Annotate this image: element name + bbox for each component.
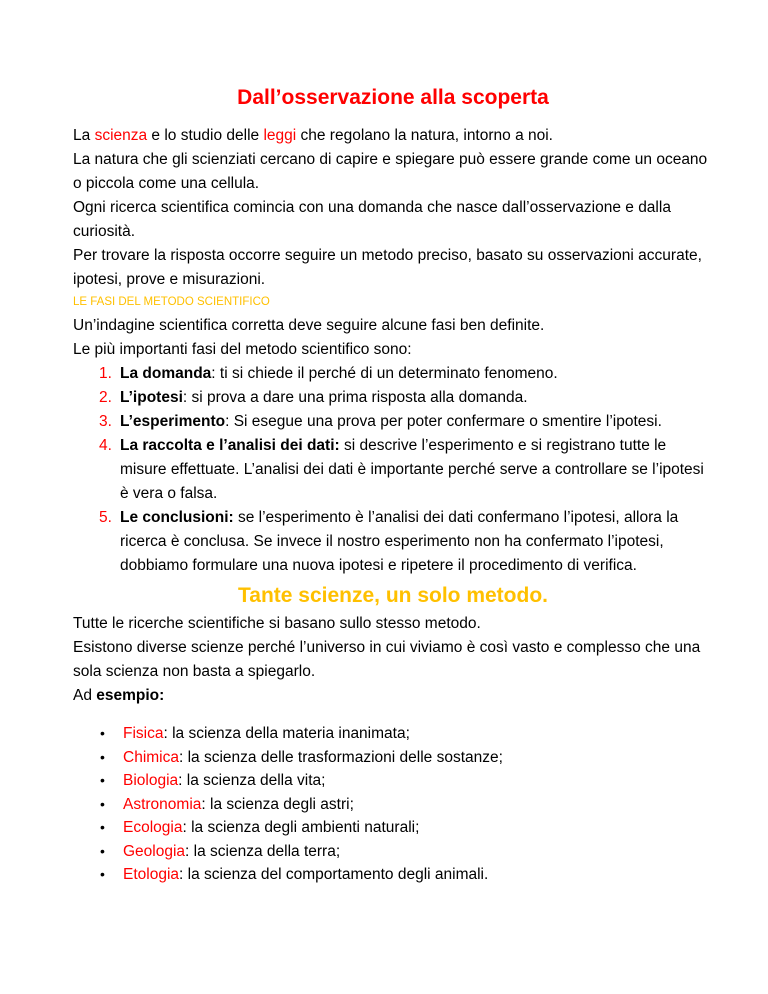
intro-text: che regolano la natura, intorno a noi.: [296, 127, 553, 144]
science-item: [73, 722, 713, 746]
sciences-line-3: [73, 684, 713, 708]
document-title: Dall’osservazione alla scoperta: [237, 86, 549, 109]
method-step: [73, 386, 713, 410]
science-name: Etologia: [123, 866, 180, 883]
bullet-icon: •: [100, 842, 105, 859]
science-item: [73, 863, 713, 887]
keyword-scienza: scienza: [94, 127, 148, 144]
sciences-line-2: Esistono diverse scienze perché l’universo in cui viviamo è così vasto e complesso che una sola scienza non basta a spiegarlo.: [73, 639, 701, 680]
step-number: 4.: [99, 437, 112, 454]
science-name: Fisica: [123, 725, 164, 742]
step-term: La domanda: [120, 365, 212, 382]
bullet-icon: •: [100, 866, 105, 882]
intro-text: La: [73, 127, 95, 144]
science-name: Chimica: [123, 748, 179, 766]
example-prefix: Ad: [73, 687, 97, 704]
science-desc: : la scienza degli ambienti naturali;: [182, 819, 420, 836]
step-text: : ti si chiede il perché di un determinato fenomeno.: [211, 365, 558, 382]
bullet-icon: •: [100, 819, 105, 835]
section-label: LE FASI DEL METODO SCIENTIFICO: [73, 296, 270, 308]
science-item: [73, 793, 713, 817]
science-name: Geologia: [123, 842, 186, 860]
science-item: [73, 746, 713, 770]
science-name: Biologia: [123, 772, 179, 789]
intro-line-4: Per trovare la risposta occorre seguire un metodo preciso, basato su osservazioni accurate, ipotesi, prove e misurazioni.: [73, 247, 702, 288]
science-name: Ecologia: [123, 819, 183, 836]
example-label: esempio:: [96, 687, 165, 704]
science-item: [73, 816, 713, 840]
bullet-icon: •: [100, 748, 105, 765]
intro-line-2: La natura che gli scienziati cercano di capire e spiegare può essere grande come un oceano o piccola come una cellula.: [73, 151, 708, 192]
science-desc: : la scienza delle trasformazioni delle sostanze;: [178, 748, 503, 766]
sciences-list: [73, 722, 713, 887]
method-line-2: Le più importanti fasi del metodo scientifico sono:: [73, 341, 412, 358]
method-step: [73, 410, 713, 434]
method-section: [73, 314, 713, 578]
science-desc: : la scienza della materia inanimata;: [163, 725, 410, 742]
bullet-icon: •: [100, 795, 105, 812]
step-number: 2.: [99, 389, 112, 406]
science-desc: : la scienza della vita;: [178, 772, 326, 789]
step-term: L’esperimento: [120, 413, 226, 430]
method-step: [73, 506, 713, 578]
intro-text: e lo studio delle: [147, 127, 264, 144]
science-desc: : la scienza degli astri;: [201, 795, 354, 813]
sciences-section: [73, 612, 713, 887]
science-desc: : la scienza della terra;: [185, 842, 341, 860]
method-steps-list: [73, 362, 713, 578]
intro-section: [73, 124, 713, 292]
step-text: se l’esperimento è l’analisi dei dati confermano l’ipotesi, allora la ricerca è conclusa. Se invece il nostro esperimento non ha confermato l’ipotesi, dobbiamo formulare una nuova ipotesi e ripetere il procedimento di verifica.: [120, 509, 679, 574]
step-number: 3.: [99, 413, 112, 430]
document-page: [73, 84, 713, 887]
bullet-icon: •: [100, 772, 105, 788]
section-subtitle: Tante scienze, un solo metodo.: [238, 584, 548, 607]
step-number: 5.: [99, 509, 112, 526]
science-item: [73, 769, 713, 793]
step-term: Le conclusioni:: [120, 509, 234, 526]
step-text: : Si esegue una prova per poter confermare o smentire l’ipotesi.: [225, 413, 662, 430]
method-step: [73, 362, 713, 386]
step-number: 1.: [99, 365, 112, 382]
method-line-1: Un’indagine scientifica corretta deve seguire alcune fasi ben definite.: [73, 317, 545, 334]
step-text: : si prova a dare una prima risposta alla domanda.: [182, 389, 528, 406]
intro-line-1: [73, 124, 713, 148]
science-desc: : la scienza del comportamento degli animali.: [179, 866, 489, 883]
science-name: Astronomia: [123, 795, 202, 813]
step-term: La raccolta e l’analisi dei dati:: [120, 437, 340, 454]
keyword-leggi: leggi: [263, 127, 297, 144]
sciences-line-1: Tutte le ricerche scientifiche si basano sullo stesso metodo.: [73, 615, 481, 632]
bullet-icon: •: [100, 725, 105, 741]
step-term: L’ipotesi: [120, 389, 183, 406]
step-text: si descrive l’esperimento e si registrano tutte le misure effettuate. L’analisi dei dati è importante perché serve a controllare se l’ipotesi è vera o falsa.: [120, 437, 704, 502]
intro-line-3: Ogni ricerca scientifica comincia con una domanda che nasce dall’osservazione e dalla curiosità.: [73, 199, 671, 240]
method-step: [73, 434, 713, 506]
science-item: [73, 840, 713, 864]
